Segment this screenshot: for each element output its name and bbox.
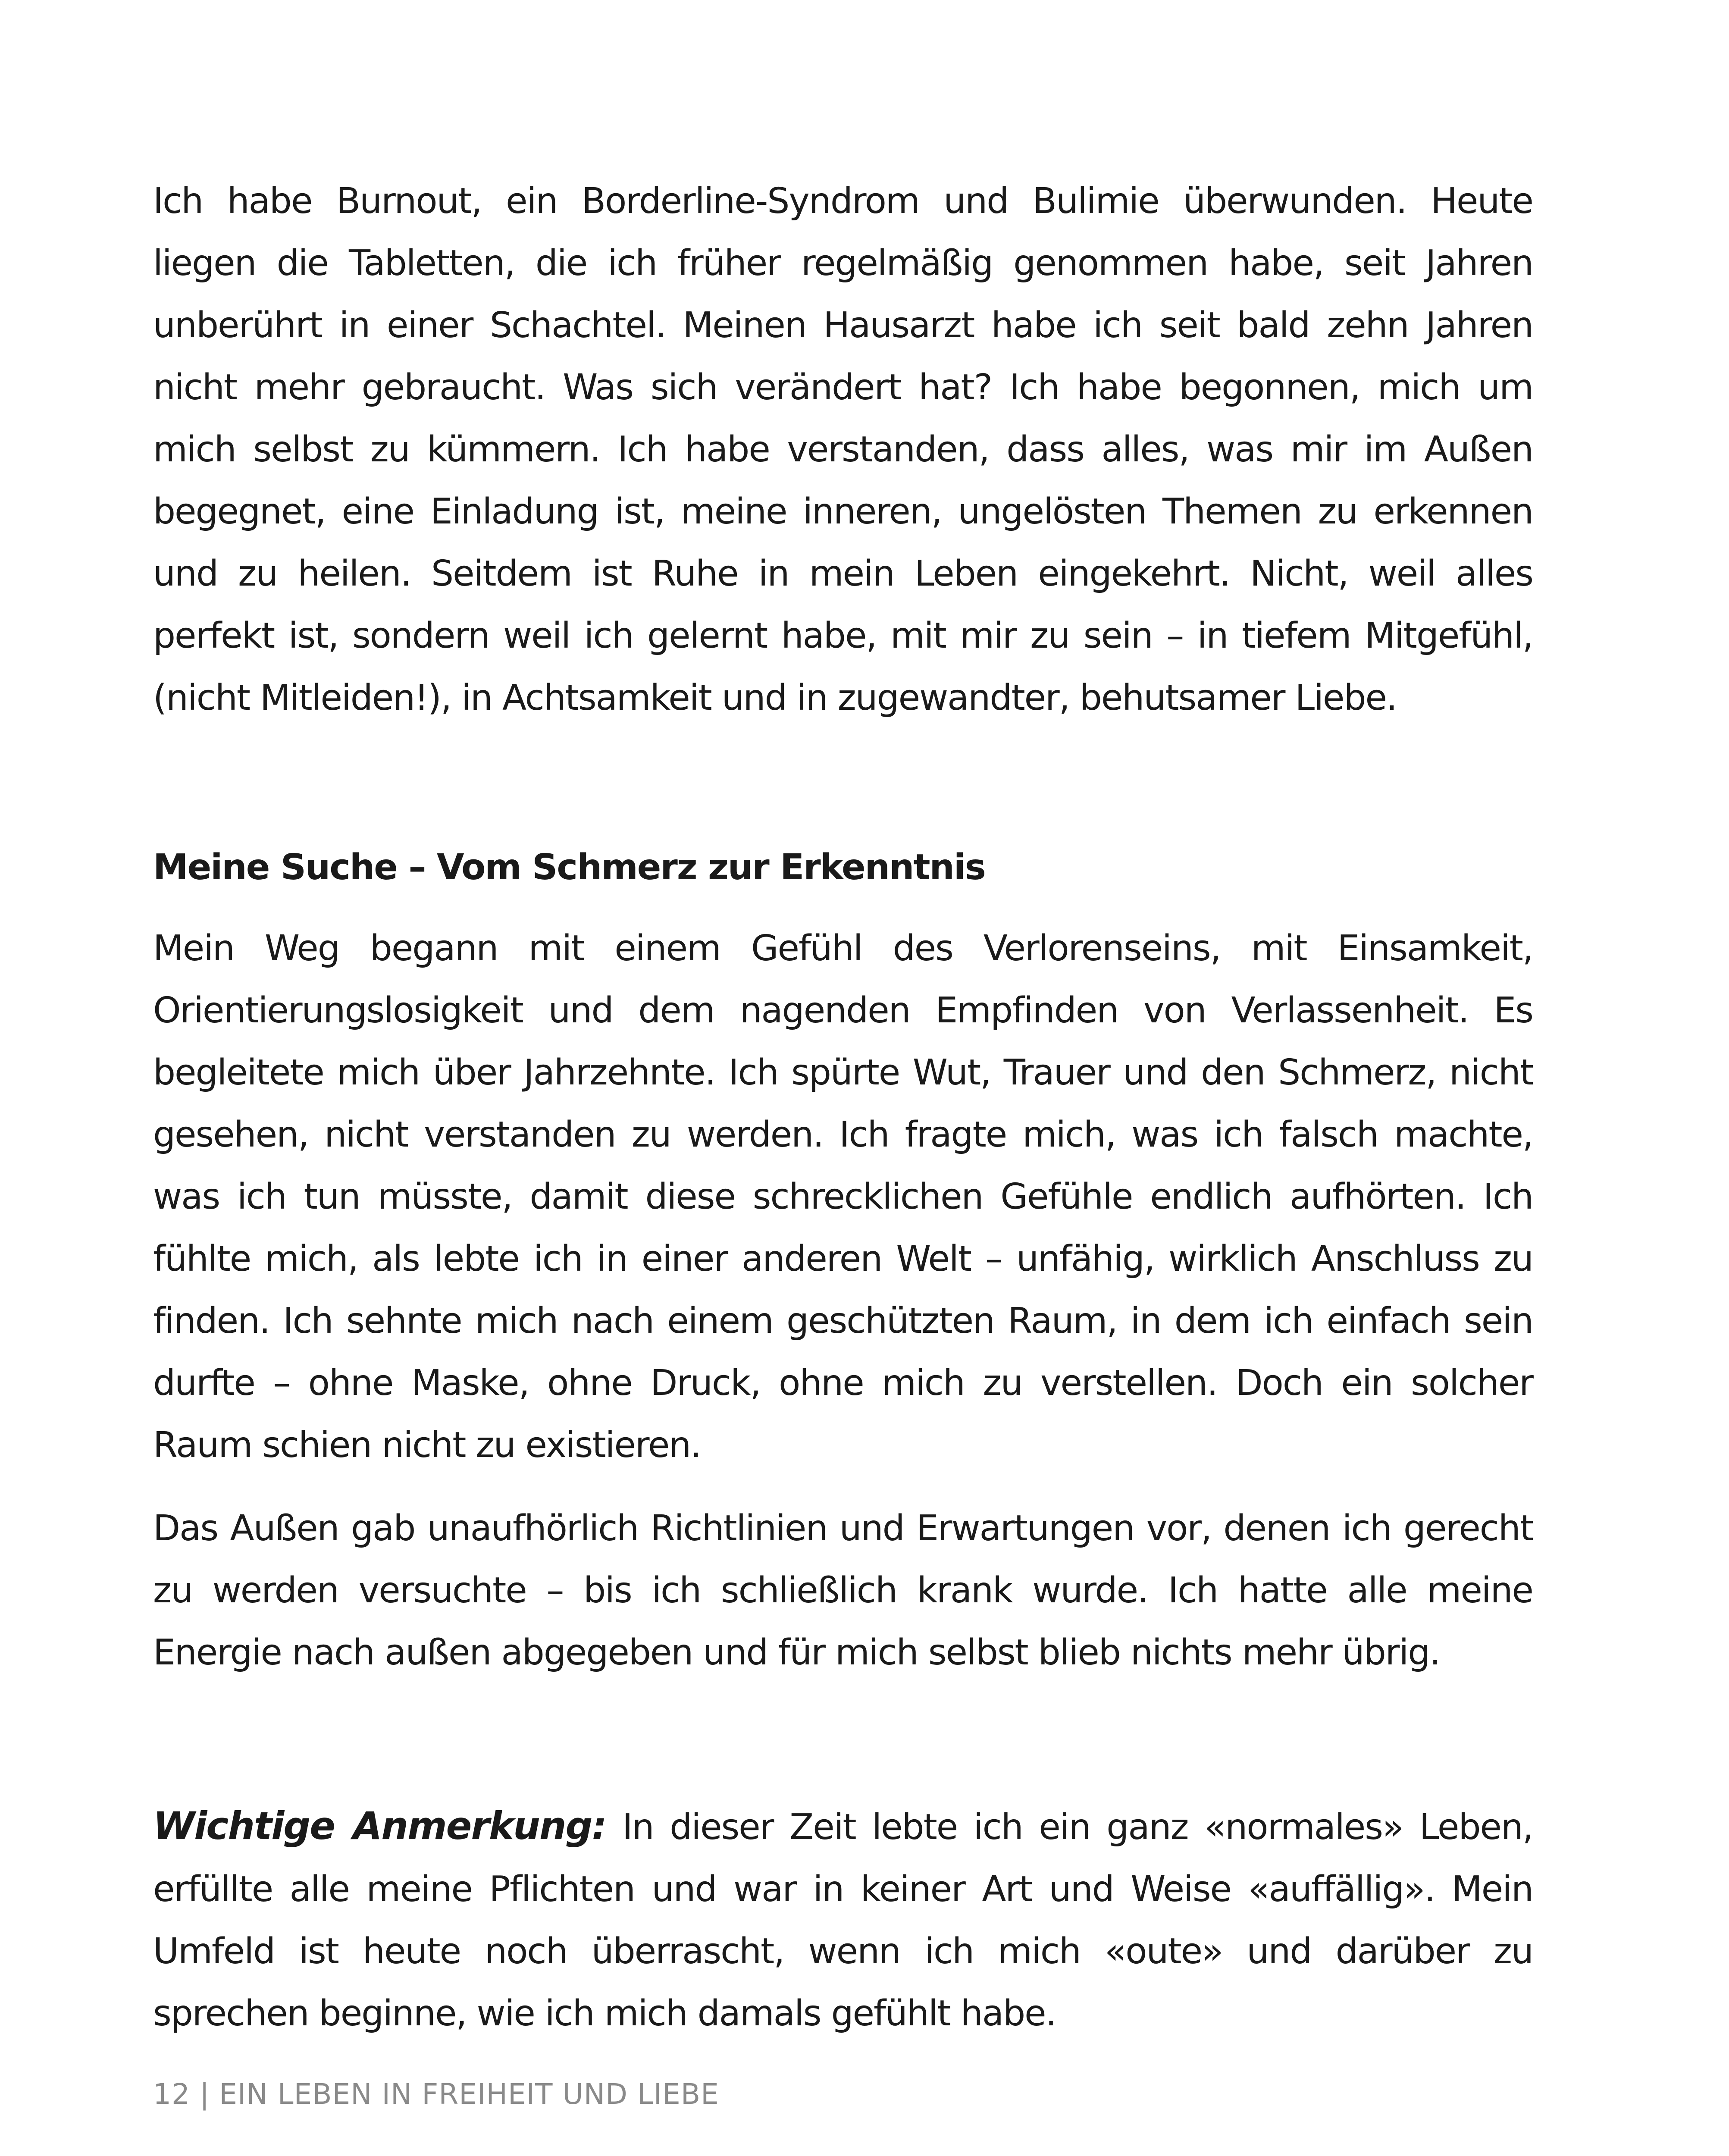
paragraph-weg: Mein Weg begann mit einem Gefühl des Verlorenseins, mit Einsamkeit, Orientierungslosigkeit und dem nagenden Empfinden von Verlassenheit. Es begleitete mich über Jahrzehnte. Ich spürte Wut, Trauer und den Schmerz, nicht gesehen, nicht verstanden zu werden. Ich fragte mich, was ich falsch machte, was ich tun müsste, damit diese schrecklichen Gefühle endlich aufhörten. Ich fühlte mich, als lebte ich in einer anderen Welt – unfähig, wirklich Anschluss zu finden. Ich sehnte mich nach einem geschützten Raum, in dem ich einfach sein durfte – ohne Maske, ohne Druck, ohne mich zu verstellen. Doch ein solcher Raum schien nicht zu existieren.	[153, 928, 1533, 1466]
book-title: EIN LEBEN IN FREIHEIT UND LIEBE	[219, 2078, 719, 2111]
page-number: 12	[153, 2078, 190, 2111]
paragraph-aussen: Das Außen gab unaufhörlich Richtlinien und Erwartungen vor, denen ich gerecht zu werden versuchte – bis ich schließlich krank wurde. Ich hatte alle meine Energie nach außen abgegeben und für mich selbst blieb nichts mehr übrig.	[153, 1508, 1533, 1673]
note-label: Wichtige Anmerkung:	[153, 1804, 606, 1848]
footer-separator: |	[199, 2078, 210, 2111]
paragraph-note	[153, 1795, 1533, 2045]
section-heading: Meine Suche – Vom Schmerz zur Erkenntnis	[153, 847, 985, 888]
note-text: In dieser Zeit lebte ich ein ganz «normales» Leben, erfüllte alle meine Pflichten und war in keiner Art und Weise «auffällig». Mein Umfeld ist heute noch überrascht, wenn ich mich «oute» und darüber zu sprechen beginne, wie ich mich damals gefühlt habe.	[153, 1807, 1533, 2034]
paragraph-intro: Ich habe Burnout, ein Borderline-Syndrom und Bulimie überwunden. Heute liegen die Tabletten, die ich früher regelmäßig genommen habe, seit Jahren unberührt in einer Schachtel. Meinen Hausarzt habe ich seit bald zehn Jahren nicht mehr gebraucht. Was sich verändert hat? Ich habe begonnen, mich um mich selbst zu kümmern. Ich habe verstanden, dass alles, was mir im Außen begegnet, eine Einladung ist, meine inneren, ungelösten Themen zu erkennen und zu heilen. Seitdem ist Ruhe in mein Leben eingekehrt. Nicht, weil alles perfekt ist, sondern weil ich gelernt habe, mit mir zu sein – in tiefem Mitgefühl, (nicht Mitleiden!), in Achtsamkeit und in zugewandter, behutsamer Liebe.	[153, 181, 1533, 718]
page-footer	[153, 2075, 719, 2114]
